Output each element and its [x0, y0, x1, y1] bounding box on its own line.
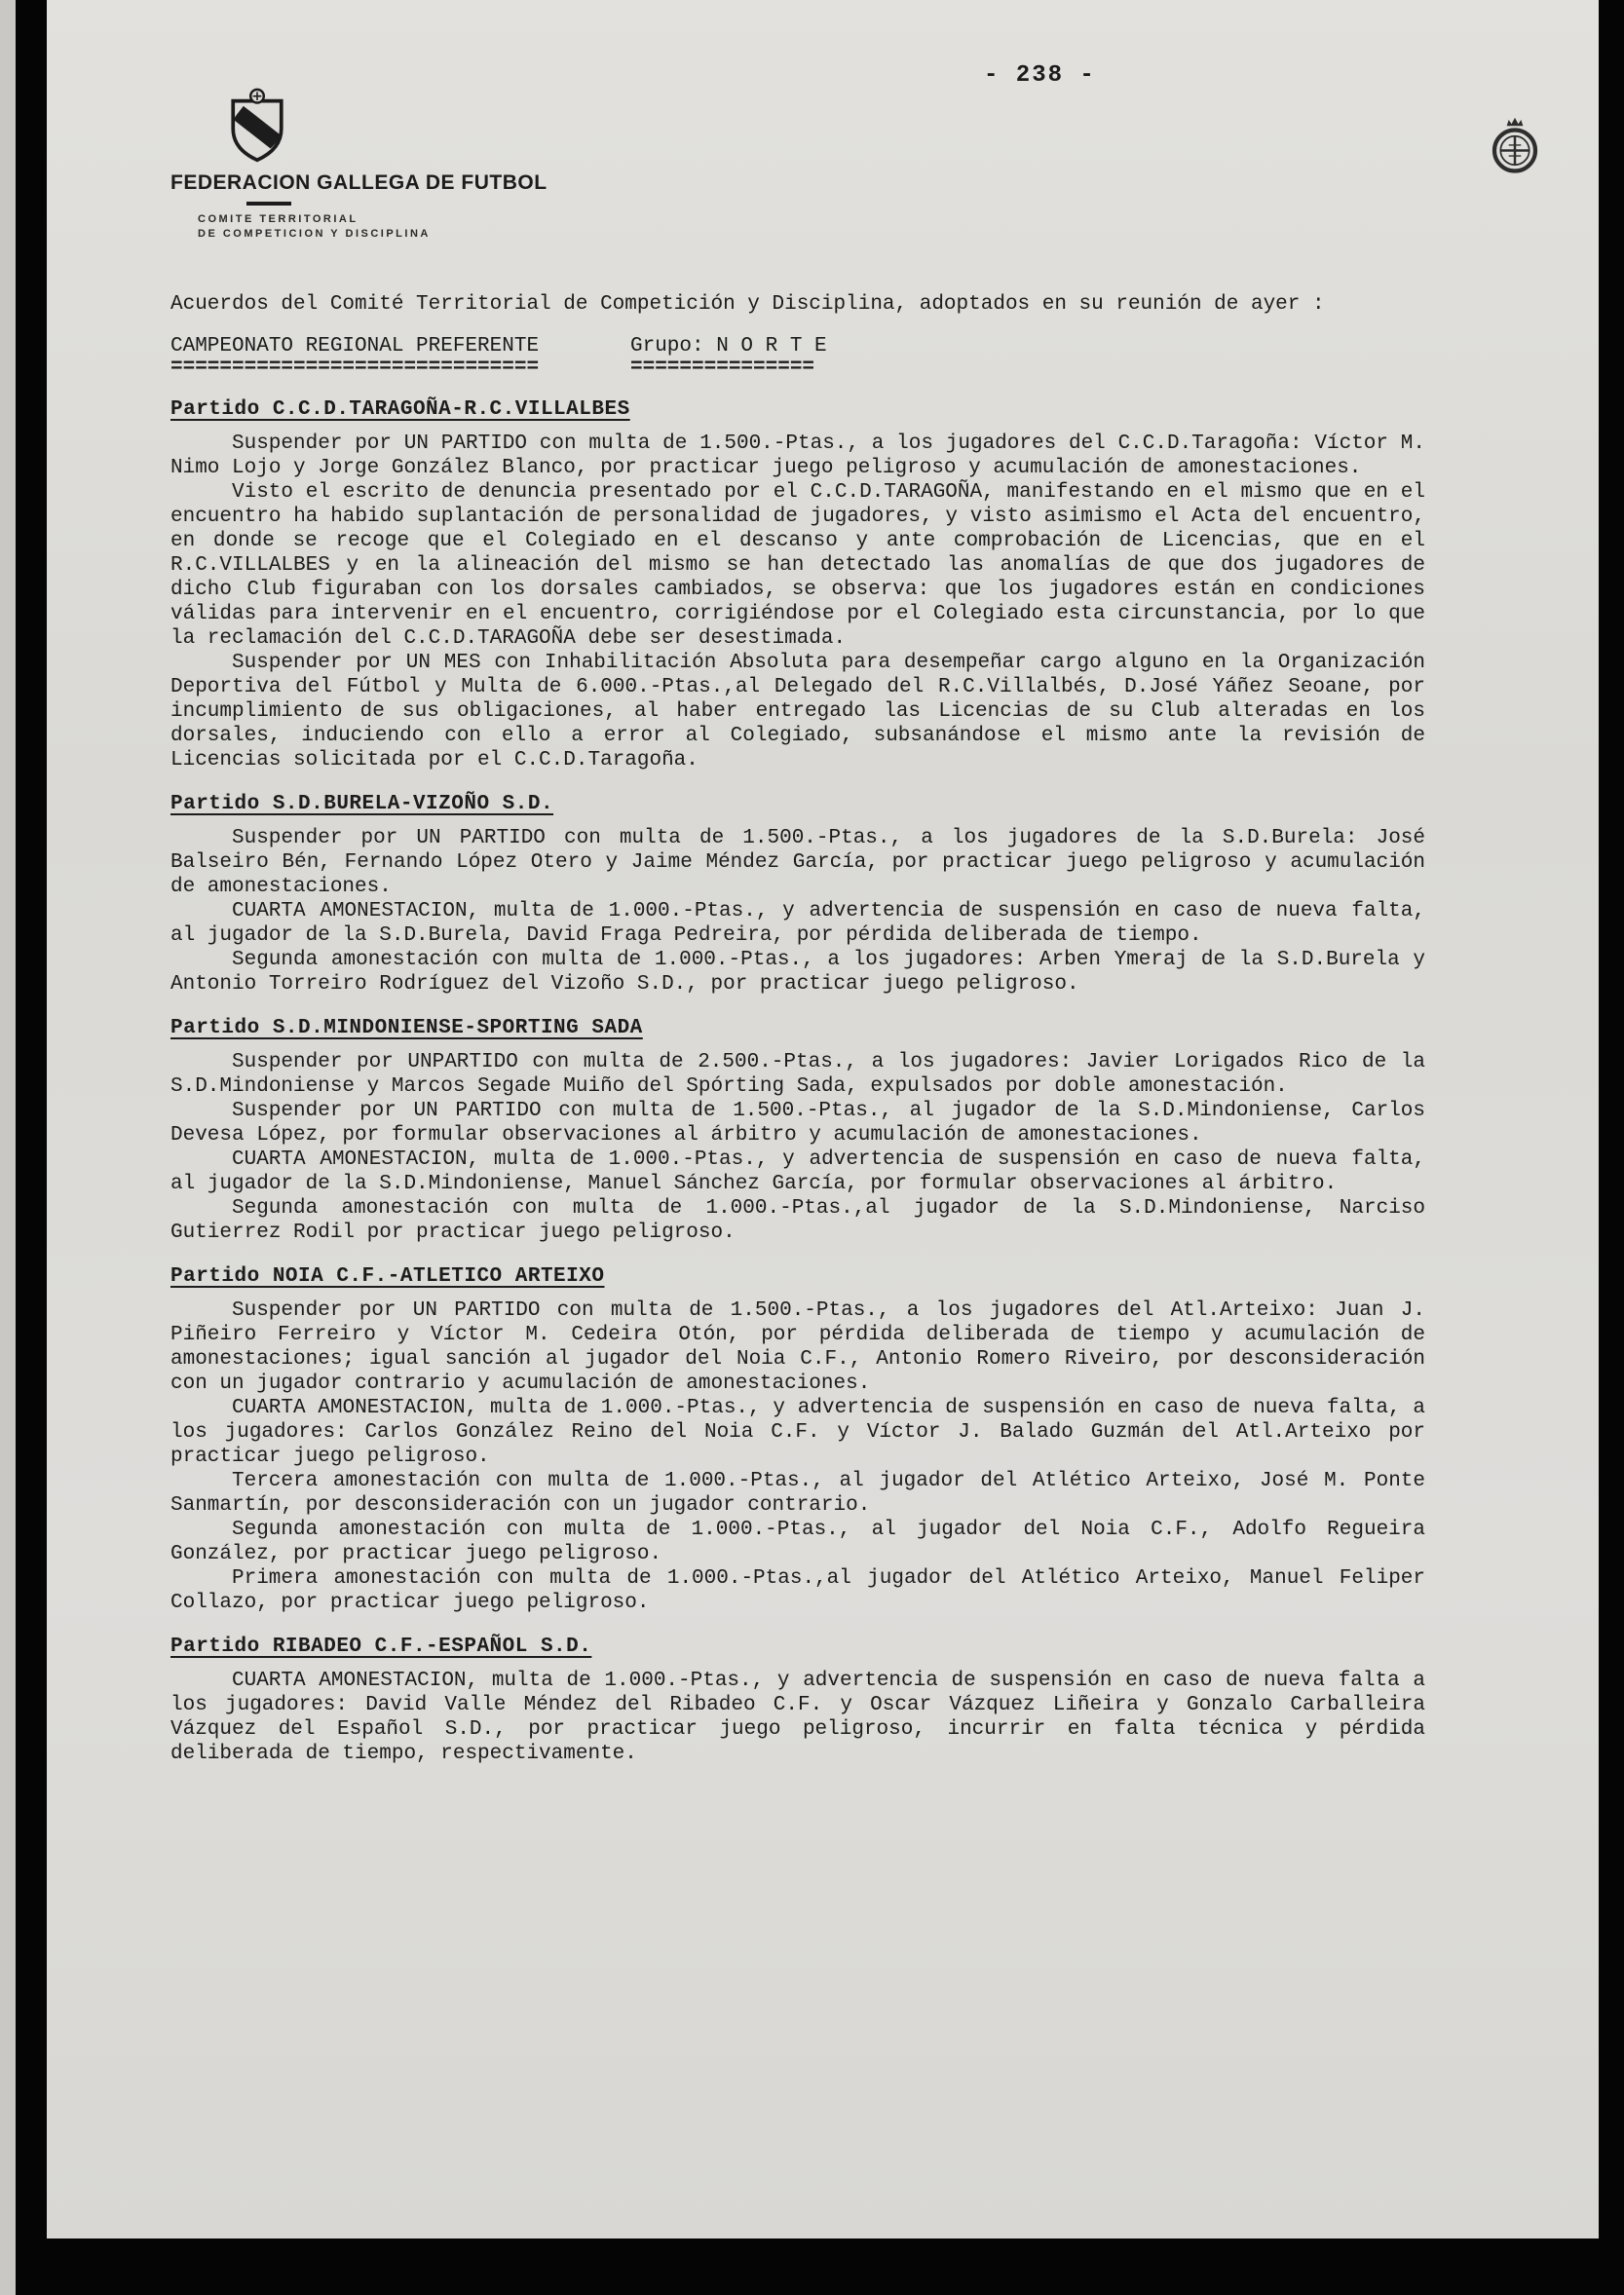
letterhead-left — [170, 88, 548, 242]
ruling-paragraph: CUARTA AMONESTACION, multa de 1.000.-Ptas., y advertencia de suspensión en caso de nueva falta, al jugador de la S.D.Mindoniense, Manuel Sánchez García, por formular observaciones al árbitro. — [170, 1148, 1425, 1195]
match-title: Partido S.D.MINDONIENSE-SPORTING SADA — [170, 1017, 643, 1039]
intro-line: Acuerdos del Comité Territorial de Competición y Disciplina, adoptados en su reunión de ayer : — [170, 293, 1325, 316]
ruling-paragraph: Segunda amonestación con multa de 1.000.-Ptas., al jugador del Noia C.F., Adolfo Regueira González, por practicar juego peligroso. — [170, 1519, 1425, 1565]
ruling-paragraph: Segunda amonestación con multa de 1.000.-Ptas.,al jugador de la S.D.Mindoniense, Narciso Gutierrez Rodil por practicar juego peligroso. — [170, 1197, 1425, 1244]
match-section-noia-atletico-arteixo — [170, 1264, 1425, 1615]
document-page — [47, 0, 1599, 2239]
match-section-ribadeo-espanol — [170, 1635, 1425, 1766]
committee-line-2: DE COMPETICION Y DISCIPLINA — [198, 228, 431, 240]
federation-shield-logo — [227, 88, 287, 164]
match-section-burela-vizono — [170, 792, 1425, 997]
ruling-paragraph: Suspender por UNPARTIDO con multa de 2.500.-Ptas., a los jugadores: Javier Lorigados Rico de la S.D.Mindoniense y Marcos Segade Muiño del Spórting Sada, expulsados por doble amonestación. — [170, 1051, 1425, 1098]
ruling-paragraph: Suspender por UN PARTIDO con multa de 1.500.-Ptas., a los jugadores de la S.D.Burela: José Balseiro Bén, Fernando López Otero y Jaime Méndez García, por practicar juego peligroso y acumulación de amonestaciones. — [170, 827, 1425, 898]
ruling-paragraph: Tercera amonestación con multa de 1.000.-Ptas., al jugador del Atlético Arteixo, José M. Ponte Sanmartín, por desconsideración con un jugador contrario. — [170, 1470, 1425, 1517]
match-section-mindoniense-sporting-sada — [170, 1016, 1425, 1245]
ruling-paragraph: Segunda amonestación con multa de 1.000.-Ptas., a los jugadores: Arben Ymeraj de la S.D.Burela y Antonio Torreiro Rodríguez del Vizoño S.D., por practicar juego peligroso. — [170, 949, 1425, 996]
crowned-club-emblem — [1488, 115, 1542, 179]
document-body — [47, 263, 1599, 1766]
match-title: Partido NOIA C.F.-ATLETICO ARTEIXO — [170, 1265, 605, 1288]
org-name: FEDERACION GALLEGA DE FUTBOL — [170, 171, 548, 194]
scan-edge — [0, 0, 16, 2295]
ruling-paragraph: Suspender por UN MES con Inhabilitación Absoluta para desempeñar cargo alguno en la Organización Deportiva del Fútbol y Multa de 6.000.-Ptas.,al Delegado del R.C.Villalbés, D.José Yáñez Seoane, por incumplimiento de sus obligaciones, al haber entregado las Licencias de su Club alteradas en los dorsales, induciendo con ello a error al Colegiado, subsanándose el mismo ante la revisión de Licencias solicitada por el C.C.D.Taragoña. — [170, 652, 1425, 771]
ruling-paragraph: Suspender por UN PARTIDO con multa de 1.500.-Ptas., a los jugadores del Atl.Arteixo: Juan J. Piñeiro Ferreiro y Víctor M. Cedeira Otón, por pérdida deliberada de tiempo y acumulación de amonestaciones; igual sanción al jugador del Noia C.F., Antonio Romero Riveiro, por desconsideración con un jugador contrario y acumulación de amonestaciones. — [170, 1299, 1425, 1395]
ruling-paragraph: CUARTA AMONESTACION, multa de 1.000.-Ptas., y advertencia de suspensión en caso de nueva falta, al jugador de la S.D.Burela, David Fraga Pedreira, por pérdida deliberada de tiempo. — [170, 900, 1425, 947]
group-rule: =============== — [630, 357, 815, 379]
ruling-paragraph: Suspender por UN PARTIDO con multa de 1.500.-Ptas., al jugador de la S.D.Mindoniense, Carlos Devesa López, por formular observaciones al árbitro y acumulación de amonestaciones. — [170, 1100, 1425, 1147]
letterhead — [47, 0, 1599, 263]
ruling-paragraph: Visto el escrito de denuncia presentado por el C.C.D.TARAGOÑA, manifestando en el mismo que en el encuentro ha habido suplantación de personalidad de jugadores, y visto asimismo el Acta del encuentro, en donde se recoge que el Colegiado en el descanso y ante comprobación de Licencias, que en el R.C.VILLALBES y en la alineación del mismo se han detectado las anomalías de que dos jugadores de dicho Club figuraban con los dorsales cambiados, se observa: que los jugadores están en condiciones válidas para intervenir en el encuentro, corrigiéndose por el Colegiado esta circunstancia, por lo que la reclamación del C.C.D.TARAGOÑA debe ser desestimada. — [170, 481, 1425, 650]
ruling-paragraph: Suspender por UN PARTIDO con multa de 1.500.-Ptas., a los jugadores del C.C.D.Taragoña: Víctor M. Nimo Lojo y Jorge González Blanco, por practicar juego peligroso y acumulación de amonestaciones. — [170, 433, 1425, 479]
match-title: Partido RIBADEO C.F.-ESPAÑOL S.D. — [170, 1636, 592, 1658]
competition-rule: ============================== — [170, 357, 540, 379]
page-number: - 238 - — [984, 62, 1096, 89]
match-section-taragona-villalbes — [170, 397, 1425, 772]
match-title: Partido S.D.BURELA-VIZOÑO S.D. — [170, 793, 554, 815]
competition-name: CAMPEONATO REGIONAL PREFERENTE — [170, 335, 540, 357]
ruling-paragraph: CUARTA AMONESTACION, multa de 1.000.-Ptas., y advertencia de suspensión en caso de nueva falta a los jugadores: David Valle Méndez del Ribadeo C.F. y Oscar Vázquez Liñeira y Gonzalo Carballeira Vázquez del Español S.D., por practicar juego peligroso, incurrir en falta técnica y pérdida deliberada de tiempo, respectivamente. — [170, 1670, 1425, 1765]
competition-block — [170, 334, 630, 378]
ruling-paragraph: CUARTA AMONESTACION, multa de 1.000.-Ptas., y advertencia de suspensión en caso de nueva falta, a los jugadores: Carlos González Reino del Noia C.F. y Víctor J. Balado Guzmán del Atl.Arteixo por practicar juego peligroso. — [170, 1397, 1425, 1468]
group-name: Grupo: N O R T E — [630, 335, 827, 357]
letterhead-rule — [246, 202, 291, 206]
committee-line-1: COMITE TERRITORIAL — [198, 213, 359, 225]
competition-row — [170, 334, 1425, 378]
ruling-paragraph: Primera amonestación con multa de 1.000.-Ptas.,al jugador del Atlético Arteixo, Manuel Feliper Collazo, por practicar juego peligroso. — [170, 1567, 1425, 1614]
group-block — [630, 334, 827, 378]
match-title: Partido C.C.D.TARAGOÑA-R.C.VILLALBES — [170, 398, 630, 421]
